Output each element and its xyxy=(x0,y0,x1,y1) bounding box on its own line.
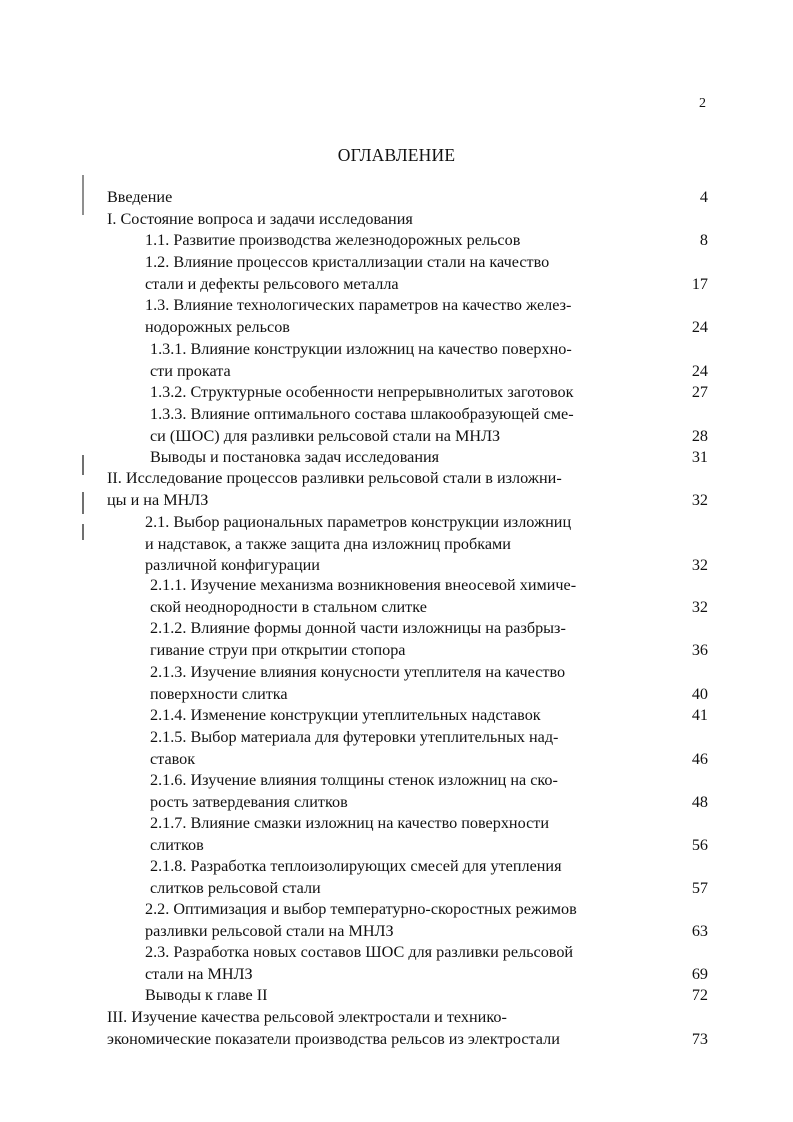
toc-page-number: 32 xyxy=(691,490,708,509)
toc-page-number: 17 xyxy=(691,274,708,293)
toc-entry-text: различной конфигурации xyxy=(145,556,320,575)
toc-entry-text: слитков рельсовой стали xyxy=(150,878,321,897)
toc-entry-text: 2.1.4. Изменение конструкции утеплительных надставок xyxy=(150,706,541,724)
toc-page-number: 4 xyxy=(699,188,708,206)
toc-page-number: 69 xyxy=(691,964,708,983)
toc-page-number: 31 xyxy=(691,448,708,466)
toc-entry-text: I. Состояние вопроса и задачи исследования xyxy=(107,210,413,228)
toc-entry-text: 2.3. Разработка новых составов ШОС для разливки рельсовой xyxy=(145,943,574,961)
toc-page-number: 48 xyxy=(691,792,708,811)
toc-entry-text: слитков xyxy=(150,835,204,854)
toc-entry-text: II. Исследование процессов разливки рельсовой стали в изложни- xyxy=(107,469,562,487)
toc-entry-text: рость затвердевания слитков xyxy=(150,792,348,811)
toc-entry-text: 1.3.3. Влияние оптимального состава шлакообразующей сме- xyxy=(150,405,574,423)
toc-page-number: 28 xyxy=(691,426,708,445)
toc-entry-text: 2.1.5. Выбор материала для футеровки утеплительных над- xyxy=(150,728,559,746)
page-title: ОГЛАВЛЕНИЕ xyxy=(337,145,456,165)
toc-page-number: 24 xyxy=(691,317,708,336)
toc-entry-text: III. Изучение качества рельсовой электростали и технико- xyxy=(107,1008,507,1026)
toc-entry-text: 2.2. Оптимизация и выбор температурно-скоростных режимов xyxy=(145,900,577,918)
toc-entry-text: цы и на МНЛЗ xyxy=(107,490,209,509)
toc-entry-text: 2.1.6. Изучение влияния толщины стенок изложниц на ско- xyxy=(150,771,558,789)
toc-page-number: 36 xyxy=(691,640,708,659)
toc-page-number: 46 xyxy=(691,749,708,768)
toc-entry-text: 2.1.3. Изучение влияния конусности утеплителя на качество xyxy=(150,663,566,681)
toc-page-number: 40 xyxy=(691,684,708,703)
toc-page-number: 41 xyxy=(691,706,708,724)
toc-entry-text: 2.1.8. Разработка теплоизолирующих смесей для утепления xyxy=(150,857,562,875)
scan-artifact xyxy=(82,175,84,215)
toc-entry-text: Выводы и постановка задач исследования xyxy=(150,448,440,466)
toc-entry-text: Выводы к главе II xyxy=(145,986,268,1004)
toc-page-number: 56 xyxy=(691,835,708,854)
toc-page-number: 27 xyxy=(691,383,708,401)
toc-entry-text: Введение xyxy=(107,188,173,206)
scan-artifact xyxy=(82,455,84,475)
toc-entry-text: стали и дефекты рельсового металла xyxy=(145,274,399,293)
scan-artifact xyxy=(82,524,84,540)
toc-entry-text: сти проката xyxy=(150,361,231,380)
toc-entry-text: 1.2. Влияние процессов кристаллизации стали на качество xyxy=(145,253,550,271)
toc-page-number: 32 xyxy=(691,556,708,575)
toc-page-number: 57 xyxy=(691,878,708,897)
toc-page-number: 8 xyxy=(699,231,708,249)
scan-artifact xyxy=(82,492,84,514)
toc-entry-text: 2.1.7. Влияние смазки изложниц на качество поверхности xyxy=(150,814,549,832)
toc-entry-text: ставок xyxy=(150,749,196,768)
toc-page-number: 73 xyxy=(691,1029,708,1048)
toc-entry-text: 1.3.2. Структурные особенности непрерывнолитых заготовок xyxy=(150,383,574,401)
toc-entry-text: поверхности слитка xyxy=(150,684,288,703)
toc-entry-text: 1.3. Влияние технологических параметров на качество желез- xyxy=(145,296,572,314)
toc-page-number: 24 xyxy=(691,361,708,380)
toc-entry-text: стали на МНЛЗ xyxy=(145,964,253,983)
toc-page-number: 32 xyxy=(691,597,708,616)
toc-entry-text: 2.1. Выбор рациональных параметров конструкции изложниц xyxy=(145,513,572,531)
toc-page-number: 63 xyxy=(691,921,708,940)
toc-entry-text: разливки рельсовой стали на МНЛЗ xyxy=(145,921,394,940)
toc-entry-text: экономические показатели производства рельсов из электростали xyxy=(107,1029,560,1048)
toc-entry-text: и надставок, а также защита дна изложниц пробками xyxy=(145,534,511,553)
toc-entry-text: 2.1.1. Изучение механизма возникновения внеосевой химиче- xyxy=(150,576,577,594)
page-number: 2 xyxy=(699,96,706,111)
toc-entry-text: си (ШОС) для разливки рельсовой стали на МНЛЗ xyxy=(150,426,501,445)
toc-entry-text: нодорожных рельсов xyxy=(145,317,290,336)
toc-entry-text: ской неоднородности в стальном слитке xyxy=(150,597,427,616)
toc-entry-text: 1.3.1. Влияние конструкции изложниц на качество поверхно- xyxy=(150,340,572,358)
toc-entry-text: 1.1. Развитие производства железнодорожных рельсов xyxy=(145,231,521,249)
toc-entry-text: 2.1.2. Влияние формы донной части изложницы на разбрыз- xyxy=(150,619,566,637)
toc-page-number: 72 xyxy=(691,986,708,1004)
toc-entry-text: гивание струи при открытии стопора xyxy=(150,640,406,659)
